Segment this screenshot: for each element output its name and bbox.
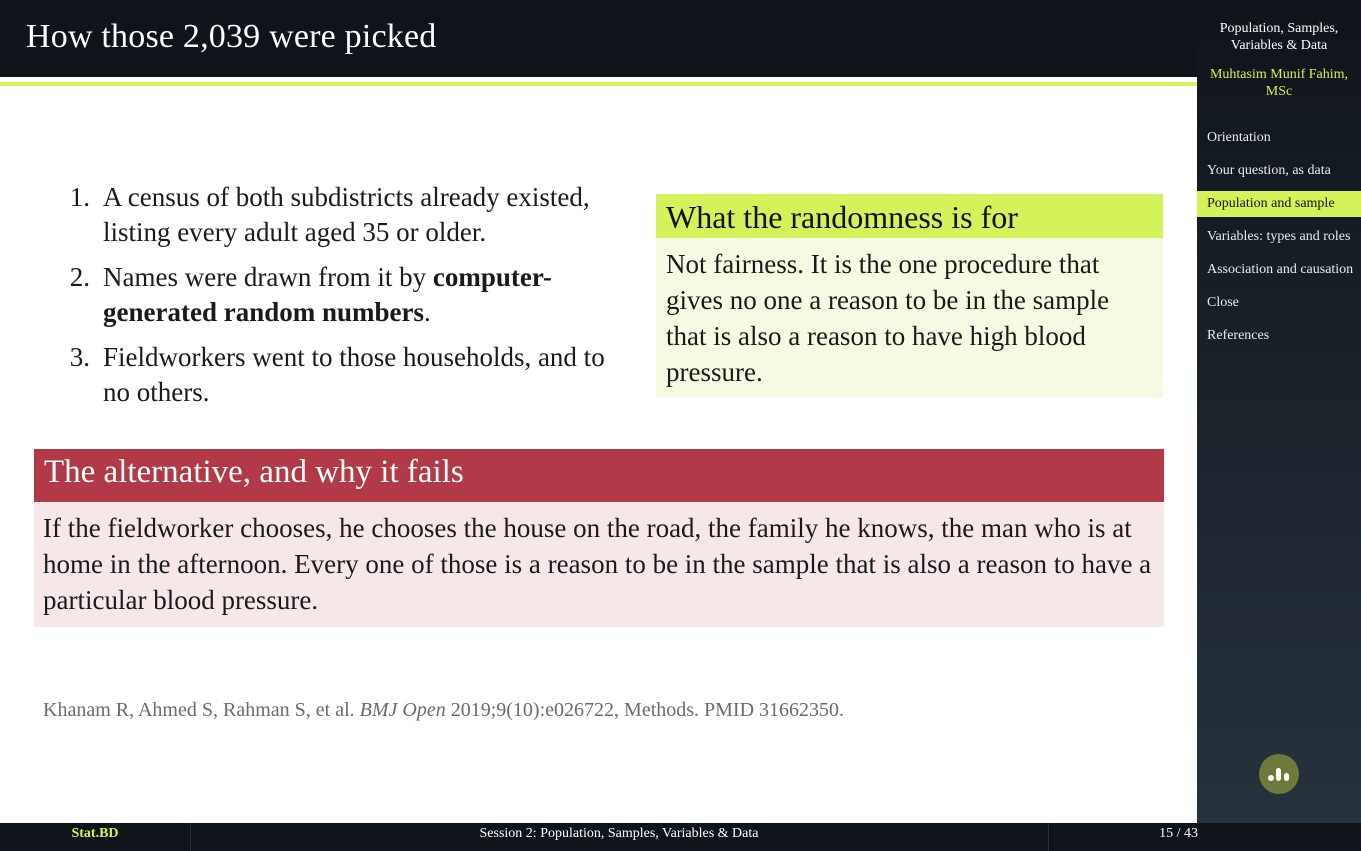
step-text: Fieldworkers went to those households, and to no others. — [103, 342, 605, 407]
step-item-2 — [60, 260, 620, 330]
slide-footer — [0, 823, 1361, 851]
footer-session-title: Session 2: Population, Samples, Variables & Data — [190, 823, 1049, 851]
callout-heading: What the randomness is for — [656, 194, 1163, 238]
alternative-callout — [34, 449, 1164, 627]
step-emphasis: computer-generated random numbers — [103, 262, 552, 327]
step-text: A census of both subdistricts already existed, listing every adult aged 35 or older. — [103, 182, 590, 247]
step-number: 3. — [69, 342, 90, 372]
citation-authors: Khanam R, Ahmed S, Rahman S, et al. — [43, 699, 360, 721]
citation-details: 2019;9(10):e026722, Methods. PMID 31662350. — [445, 699, 845, 721]
sidebar-item-population-and-sample[interactable]: Population and sample — [1197, 191, 1361, 217]
sidebar-item-association[interactable]: Association and causation — [1207, 262, 1354, 277]
sidebar-item-variables[interactable]: Variables: types and roles — [1207, 229, 1351, 244]
page-counter: 15 / 43 — [1159, 826, 1198, 841]
randomness-callout — [656, 194, 1163, 398]
step-number: 2. — [69, 262, 90, 292]
callout-body: If the fieldworker chooses, he chooses the house on the road, the family he knows, the man who is at home in the afternoon. Every one of those is a reason to be in the sample that is also a reason to have a particular blood pressure. — [43, 513, 1152, 615]
bar-chart-icon[interactable] — [1259, 754, 1299, 794]
step-item-1 — [60, 180, 620, 250]
citation-journal: BMJ Open — [359, 699, 446, 721]
deck-title: Population, Samples, Variables & Data — [1219, 21, 1339, 53]
footer-brand[interactable]: Stat.BD — [0, 823, 191, 851]
header-divider — [0, 82, 1197, 86]
slide-header — [0, 0, 1197, 77]
sidebar-nav — [1197, 125, 1361, 349]
step-item-3 — [60, 340, 620, 410]
steps-list — [60, 180, 620, 420]
sidebar — [1197, 0, 1361, 823]
sidebar-item-references[interactable]: References — [1207, 328, 1270, 343]
sidebar-item-your-question[interactable]: Your question, as data — [1207, 163, 1331, 178]
step-text-end: . — [423, 297, 431, 327]
author-name: Muhtasim Munif Fahim, MSc — [1209, 67, 1349, 99]
callout-heading: The alternative, and why it fails — [34, 449, 1164, 502]
step-number: 1. — [69, 182, 90, 212]
sidebar-item-orientation[interactable]: Orientation — [1207, 130, 1271, 145]
citation — [43, 699, 844, 722]
callout-body: Not fairness. It is the one procedure that gives no one a reason to be in the sample that is also a reason to have high blood pressure. — [666, 249, 1110, 387]
sidebar-item-close[interactable]: Close — [1207, 295, 1239, 310]
slide-title: How those 2,039 were picked — [26, 18, 437, 55]
step-text: Names were drawn from it by — [103, 262, 433, 292]
